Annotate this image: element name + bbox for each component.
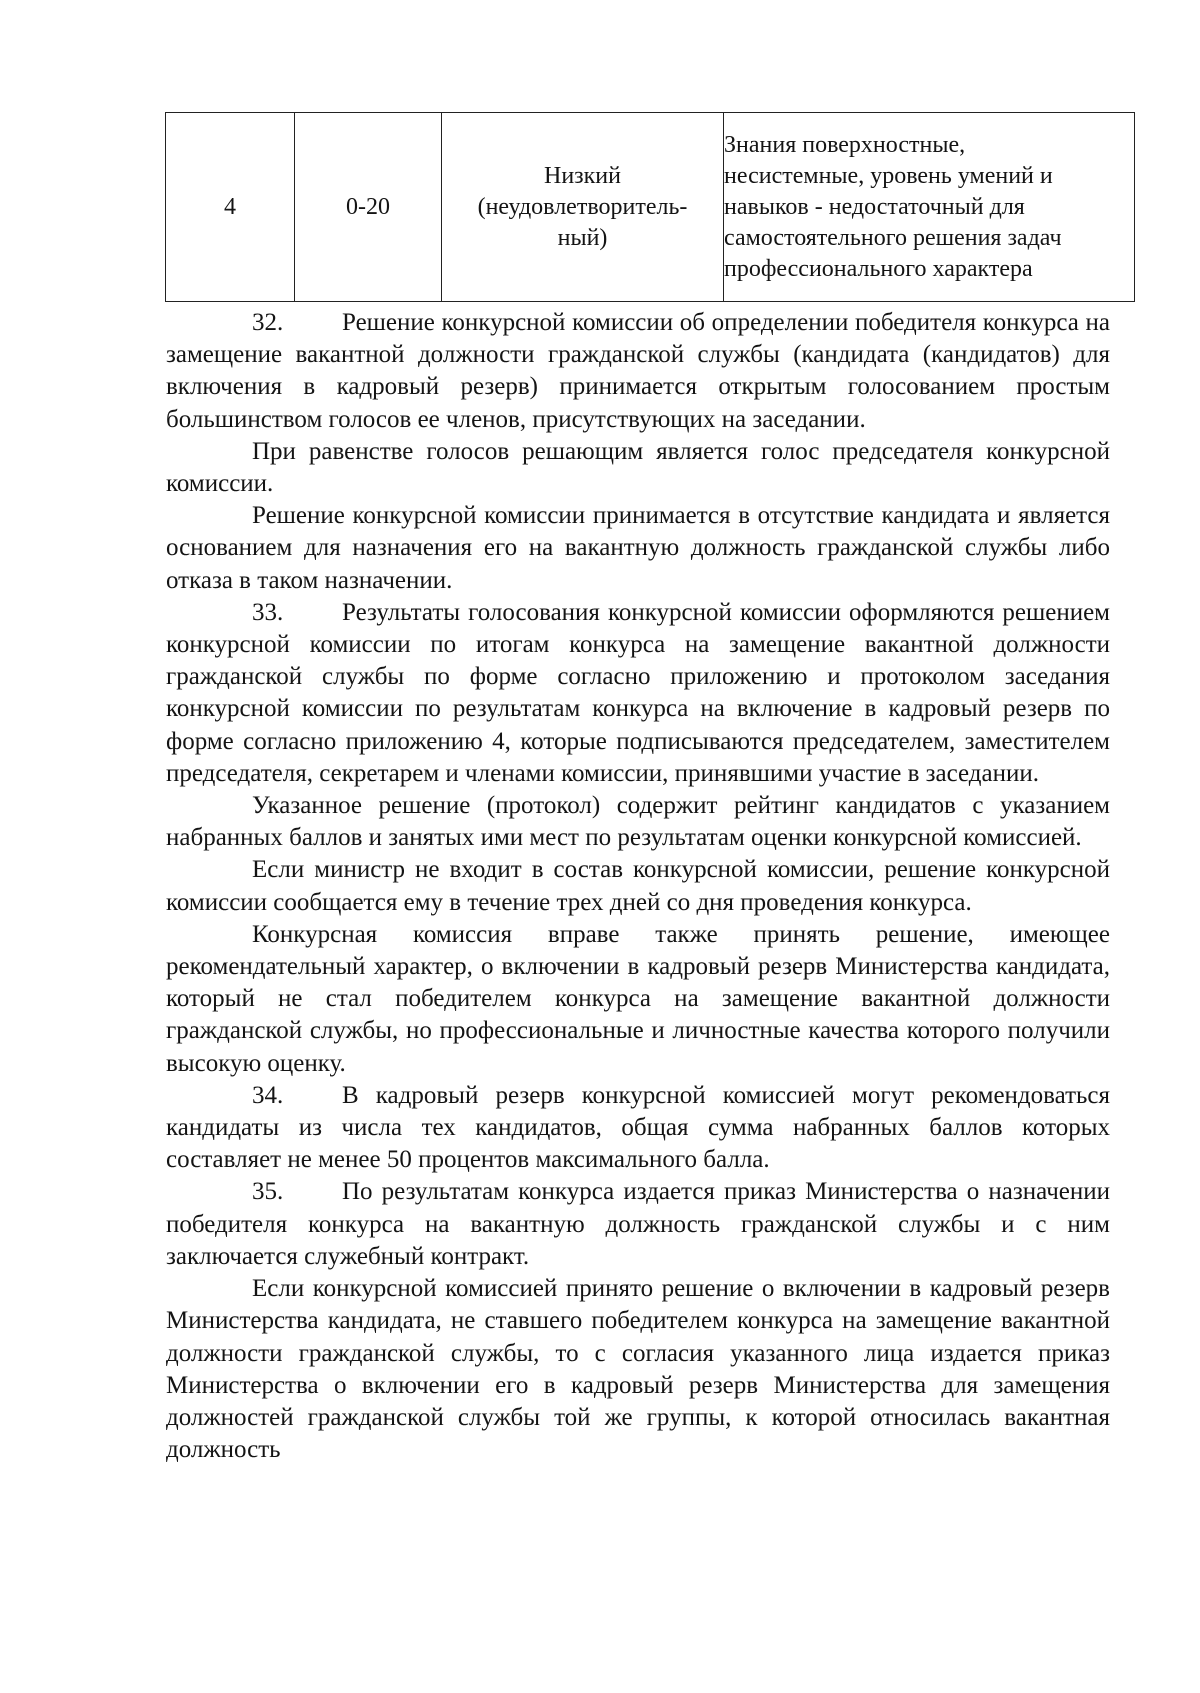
paragraph-35 (166, 1176, 1110, 1273)
paragraph-number: 34. (252, 1081, 284, 1109)
document-body (166, 307, 1110, 1466)
paragraph-number: 35. (252, 1178, 284, 1206)
paragraph-number: 33. (252, 598, 284, 626)
paragraph-text: Решение конкурсной комиссии принимается в отсутствие кандидата и является основанием для назначения его на вакантную должность гражданской службы либо отказа в таком назначении. (166, 502, 1110, 594)
paragraph-text: В кадровый резерв конкурсной комиссией могут рекомендоваться кандидаты из числа тех кандидатов, общая сумма набранных баллов которых составляет не менее 50 процентов максимального балла. (166, 1081, 1110, 1174)
paragraph-text: По результатам конкурса издается приказ Министерства о назначении победителя конкурса на вакантную должность гражданской службы и с ним заключается служебный контракт. (166, 1178, 1110, 1270)
paragraph (166, 919, 1110, 1080)
cell-range: 0-20 (295, 113, 442, 302)
paragraph (166, 854, 1110, 918)
description-line: несистемные, уровень умений и (724, 162, 1053, 189)
paragraph (166, 500, 1110, 597)
paragraph-text: Если министр не входит в состав конкурсной комиссии, решение конкурсной комиссии сообщается ему в течение трех дней со дня проведения конкурса. (166, 856, 1110, 916)
level-line: (неудовлетворитель- (477, 193, 688, 220)
paragraph-text: При равенстве голосов решающим является голос председателя конкурсной комиссии. (166, 437, 1110, 498)
grading-table (165, 112, 1135, 302)
level-line: ный) (557, 224, 608, 251)
cell-level (442, 113, 724, 302)
paragraph-text: Указанное решение (протокол) содержит рейтинг кандидатов с указанием набранных баллов и занятых ими мест по результатам оценки конкурсной комиссией. (166, 792, 1110, 852)
paragraph-number: 32. (252, 309, 284, 336)
paragraph-34 (166, 1080, 1110, 1177)
paragraph-text: Решение конкурсной комиссии об определении победителя конкурса на замещение вакантной должности гражданской службы (кандидата (кандидатов) для включения в кадровый резерв) принимается открытым голосованием простым большинством голосов ее членов, присутствующих на заседании. (166, 309, 1110, 433)
cell-number: 4 (166, 113, 295, 302)
paragraph-text: Если конкурсной комиссией принято решение о включении в кадровый резерв Министерства кандидата, не ставшего победителем конкурса на замещение вакантной должности гражданской службы, то с согласия указанного лица издается приказ Министерства о включении его в кадровый резерв Министерства для замещения должностей гражданской службы той же группы, к которой относилась вакантная должность (166, 1275, 1110, 1464)
paragraph-text: Результаты голосования конкурсной комиссии оформляются решением конкурсной комиссии по итогам конкурса на замещение вакантной должности гражданской службы по форме согласно приложению и протоколом заседания конкурсной комиссии по результатам конкурса на включение в кадровый резерв по форме согласно приложению 4, которые подписываются председателем, заместителем председателя, секретарем и членами комиссии, принявшими участие в заседании. (166, 598, 1110, 787)
table-row (166, 113, 1135, 302)
description-line: Знания поверхностные, (724, 131, 966, 158)
paragraph (166, 1273, 1110, 1466)
description-line: самостоятельного решения задач (724, 224, 1062, 251)
paragraph-32 (166, 307, 1110, 436)
paragraph-text: Конкурсная комиссия вправе также принять решение, имеющее рекомендательный характер, о включении в кадровый резерв Министерства кандидата, который не стал победителем конкурса на замещение вакантной должности гражданской службы, но профессиональные и личностные качества которого получили высокую оценку. (166, 920, 1110, 1077)
paragraph (166, 436, 1110, 500)
description-line: навыков - недостаточный для (724, 193, 1025, 220)
cell-description (724, 113, 1135, 302)
paragraph (166, 790, 1110, 854)
paragraph-33 (166, 597, 1110, 790)
level-line: Низкий (543, 162, 621, 189)
description-line: профессионального характера (724, 255, 1033, 282)
